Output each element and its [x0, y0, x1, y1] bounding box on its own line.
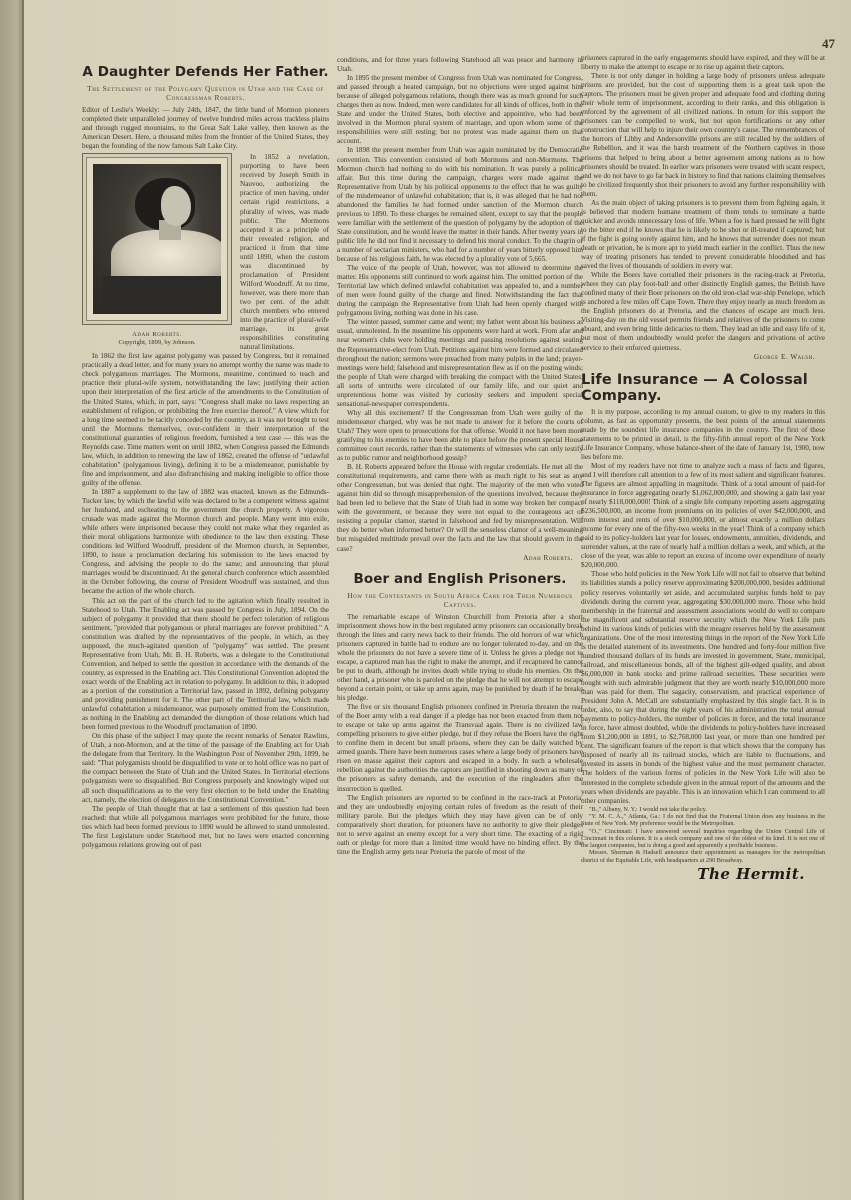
paragraph: On this phase of the subject I may quote the recent remarks of Senator Rawlins, of Utah, a non-Mormon, and at the time of the passage of the Enabling act for Utah the delegate from that Territory. In the Washington Post of November 29th, 1899, he said: "That polygamists should be disqualified to vote or to hold office was no part of the compact between the State of Utah and the United States. In Territorial elections polygamists were so disqualified. But Congress purposely and knowingly wiped out all such disqualifications as to the very first election to be held under the Enabling act, namely, the election of delegates to the Constitutional Convention.": [82, 732, 329, 804]
paragraph: Editor of Leslie's Weekly: — July 24th, 1847, the little band of Mormon pioneers completed their unparalleled journey of twelve hundred miles across trackless plains and through rugged mountains, to the Great Salt Lake valley, then known as the American Desert. Here, a thousand miles from the frontier of the United States, they began the founding of the now famous Salt Lake City.: [82, 106, 329, 151]
paragraph: This act on the part of the church led to the agitation which finally resulted in Statehood to Utah. The Enabling act was passed by Congress in July, 1894. On the subject of polygamy it provided that there should be perfect toleration of religious sentiment, "provided that polygamous or plural marriages are forever prohibited." A constitution was drafted by the representatives of the people, in which, as they supposed, the much-agitated question of "polygamy" was settled. The present Representative from Utah, Mr. B. H. Roberts, was a delegate to the Constitutional Convention, and helped to settle the question in accordance with the demands of the country, as expressed in the Enabling act. This Constitutional Convention adopted the exact words of the Enabling act in relation to polygamy. In addition to this, it adopted as a portion of the constitution a Territorial law, passed in 1892, defining polygamy and providing punishment for it. The other part of the Territorial law, which made unlawful cohabitation a misdemeanor, was purposely omitted from the Constitution, as nothing in the Enabling act demanded the disruption of those relations which had been formed previous to the Woodruff proclamation of 1890.: [82, 596, 329, 732]
article-title-boer-prisoners: Boer and English Prisoners.: [353, 570, 567, 587]
paragraph: There is not only danger in holding a large body of prisoners unless adequate prisons are provided, but the cost of supporting them is a great task upon the captors. The prisoners must be given proper and adequate food and clothing during their whole term of imprisonment, according to their ranks, and this obligation is enforced by the agreement of all civilized nations. In return for this support the prisoners can be compelled to work, but not upon fortifications or any other construction that will help to injure their own country's cause. The remembrances of the horrors of Libby and Andersonville prisons are still recalled by the soldiers of the Rebellion, and it was the harsh treatment of the Northern captives in those prisons that helped to bring about a better agreement among nations as to how prisoners should be treated. In earlier wars prisoners were treated with scant respect, and we do not have to go far back in history to find that nations claiming themselves to be civilized frequently shot their prisoners to avoid any further responsibility with them.: [581, 72, 825, 198]
correspondence-notes: [581, 806, 825, 864]
paragraph: In 1895 the present member of Congress from Utah was nominated for Congress, and passed through a heated campaign, but no objections were urged against him because of alleged polygamous relations, though there was as much ground for such charges then as now. Indeed, men were candidates for all kinds of offices, both in the State and under the United States, both elective and appointive, who had been involved in the Mormon plural system of marriage, and upon whom some of the responsibilities were still resting; but no protest was made against them on that account.: [337, 74, 583, 146]
paragraph: prisoners captured in the early engagements should have expired, and they will be at liberty to make the attempt to escape or to rise up against their captors.: [581, 54, 825, 72]
paragraph: The five or six thousand English prisoners confined in Pretoria threaten the rear of the Boer army with a real danger if a pledge has not been exacted from them not to escape or take up arms against the Transvaal again. There is no civilized law compelling prisoners to give either pledge, but if they refuse the Boers have the right to confine them in decent but small prisons, where they can be daily watched by armed guards. There have been numerous cases where a large body of prisoners have risen en masse against their captors and escaped in a body. In such a wholesale rebellion against the authorities the captors are justified in shooting down as many of the prisoners as safety demands, and the execution of the ringleaders after the insurrection is quelled.: [337, 703, 583, 793]
paragraph: The voice of the people of Utah, however, was not allowed to determine the matter. His opponents still continued to work against him. The omitted portion of the Territorial law which defined unlawful cohabitation was appealed to, and a number of men were found guilty of the charge and fined. Notwithstanding the fact that during the campaign the Representative from Utah had been openly charged with polygamous living, nothing was done in his case.: [337, 264, 583, 318]
adjacent-page-edge: [0, 0, 24, 1200]
note: Messrs. Sherman & Hadsell announce their appointment as managers for the metropolitan district of the Equitable Life, with headquarters at 290 Broadway.: [581, 849, 825, 864]
signature-george-walsh: George E. Walsh.: [753, 352, 815, 361]
article-title-life-insurance: Life Insurance — A Colossal Company.: [581, 371, 808, 404]
caption-credit: Copyright, 1899, by Johnson.: [118, 339, 196, 347]
paragraph: In 1862 the first law against polygamy was passed by Congress, but it remained practically a dead letter, and for many years no attempt worthy the name was made to check polygamous marriages. The Mormons, meantime, continued to teach and practice their plural-wife system, notwithstanding the law; justifying their action upon their interpretation of the first article of the amendments to the Constitution of the United States, which, in part, says: "Congress shall make no laws respecting an establishment of religion, or prohibiting the free exercise thereof." A view which for a long time seemed to be tacitly conceded by the country, as it was not brought to test until the Mormons themselves, over-confident in their interpretation of the constitutional guaranties of religious freedom, furnished a test case — this was the Reynolds case. Time matters went on until 1882, when Congress passed the Edmunds law, which, in addition to renewing the law of 1862, created the offense of "unlawful cohabitation" (polygamous living), defining it to be a misdemeanor, punishable by fine and imprisonment, and also disfranchising and making ineligible to office those guilty of the offense.: [82, 352, 329, 487]
article-title-daughter-defends: A Daughter Defends Her Father.: [82, 64, 329, 80]
signature-the-hermit: The Hermit.: [697, 865, 805, 884]
note: "Y. M. C. A.," Atlanta, Ga.: I do not find that the Fraternal Union does any business in the State of New York. My preference would be the Metropolitan.: [581, 812, 825, 828]
paragraph: B. H. Roberts appeared before the House with regular credentials. He met all the constitutional requirements, and came there with as much right to his seat as any other Congressman, but was denied that right. The majority of the men who voted against him did so through misapprehension of the questions involved, because they had been led to believe that the State of Utah had in some way broken her compact with the government, or because they were not equal to the courageous act of resisting a popular clamor, started in falsehood and fed by misrepresentation. Will they do better when informed better? Or will the senseless clamor of a well-meaning but misguided multitude prevail over the facts and the law that should govern in the case?: [337, 463, 583, 553]
portrait-photo-adah-roberts: [93, 164, 221, 314]
paragraph: Why all this excitement? If the Congressman from Utah were guilty of the misdemeanor charged, why was he not made to answer for it before the courts of Utah? They were open to prosecutions for that offense. Would it not have been more gratifying to his enemies to have been able to place before the present special House committee court records, rather than the statements of witnesses who can only testify as to public rumor and neighborhood gossip?: [337, 408, 583, 463]
paragraph: Most of my readers have not time to analyze such a mass of facts and figures, and I will therefore call attention to a few of its most salient and significant features. The figures are almost appalling in magnitude. Think of a total amount of paid-for insurance in force aggregating nearly $1,062,000,000, and showing a gain last year of nearly $118,000,000! Think of a single life company reporting assets aggregating $236,500,000, an income from premiums on its policies of over $42,000,000, and from interest and rents of over $10,000,000, or almost exactly a million dollars income for every one of the fifty-two weeks in the year! Think of a company which paid to its policy-holders last year for losses, endowments, annuities, dividends, and surrender values, at the rate of nearly half a million dollars a week, and which, at the close of the year, was able to report an excess of income over expenditure of nearly $20,000,000.: [581, 461, 825, 570]
magazine-page: [24, 0, 851, 1200]
paragraph: In 1852 a revelation, purporting to have been received by Joseph Smith in Nauvoo, authorizing the practice of men having, under certain rigid restrictions, a plurality of wives, was made public. The Mormons accepted it as a principle of their revealed religion, and practiced it from that time until 1890, when the custom was discontinued by proclamation of President Wilford Woodruff. At no time, however, was there more than two per cent. of the adult church members who entered into the practice of plural-wife marriage, its great responsibilities constituting natural limitations.: [240, 153, 329, 352]
paragraph: The remarkable escape of Winston Churchill from Pretoria after a short imprisonment shows how in the best regulated army prisoners can occasionally break through the lines and carry news back to their friends. The old horrors of war which prisoners captured in battle had to endure are no longer tolerated to-day, and on the whole the prisoners do not have a severe time of it. Unless he gives a pledge not to escape, a captured man has the right to make the attempt, and if recaptured he cannot be put to death, although he invites death while trying to elude his enemies. On the other hand, a prisoner who is paroled on the pledge that he will not attempt to escape beyond a certain point, or take up arms again, may be punished by death if he breaks his pledge.: [337, 612, 583, 703]
column-1: [82, 58, 329, 850]
paragraph: As the main object of taking prisoners is to prevent them from fighting again, it is believed that modern humane treatment of them tends to terminate a battle quicker and avoids unnecessary loss of life. When a foe is hard pressed he will fight to the bitter end if he knows that he is likely to be shot or ill-treated if captured; but if the fight is going sorely against him, and he knows that surrender does not mean death or privation, he is more apt to yield much earlier in the conflict. Thus the new way of treating prisoners has tended to prevent considerable bloodshed and has saved the lives of thousands of soldiers in every war.: [581, 198, 825, 271]
caption-name: Adah Roberts.: [132, 331, 182, 339]
paragraph: While the Boers have corralled their prisoners in the racing-track at Pretoria, where they can play foot-ball and other distinctly English games, the British have confined many of their Boer prisoners on the old iron-clad war-ship Penelope, which is anchored a few miles off Cape Town. There they enjoy nearly as much freedom as the English prisoners do at Pretoria, and the chances of escape are much less. Visiting-day on the old vessel permits friends and relatives of the prisoners to come aboard, and even bring little delicacies to them. They lead an idle and easy life of it, but most of them undoubtedly would prefer the dangers and privations of active service to their enforced quietness.: [581, 271, 825, 352]
column-3: [581, 54, 825, 884]
paragraph: conditions, and for three years following Statehood all was peace and harmony in Utah.: [337, 56, 583, 74]
signature-adah-roberts: Adah Roberts.: [523, 553, 573, 562]
note: "B.," Albany, N. Y.: I would not take the policy.: [589, 805, 707, 813]
paragraph: The winter passed, summer came and went; my father went about his business as usual, unmolested. In the meantime his opponents were hard at work. From afar and near women's clubs were holding meetings and passing resolutions against seating the Representative-elect from Utah. Petitions against him were formed and circulated throughout the nation; sermons were preached from many pulpits in the land; prayer-meetings were held; falsehood and misrepresentation flew as if on the posting winds; the people of Utah were charged with breaking the compact with the United States; all sorts of untruths were circulated of our family life, and our quiet and unpretentious home was visited by curiosity seekers and impudent special sensational-newspaper correspondents.: [337, 318, 583, 408]
portrait-figure: [82, 153, 232, 347]
paragraph: The people of Utah thought that at last a settlement of this question had been reached: that while all polygamous marriages were prohibited for the future, those ties which had been formed previous to 1890 would be allowed to stand unmolested. The first Legislature under Statehood met, but no laws were enacted concerning polygamous relations growing out of past: [82, 804, 329, 849]
paragraph: In 1898 the present member from Utah was again nominated by the Democratic convention. This convention consisted of both Mormons and non-Mormons. The Mormon church had nothing to do with his nomination. It was purely a political affair. But this time during the campaign, charges were made against the Representative from Utah by his political opponents to the effect that he was guilty of the misdemeanor of unlawful cohabitation; that is, it was alleged that he had not abandoned the families he had formed under sanction of the Mormon church previous to 1890. To these charges he remained silent, except to say that the people were familiar with the settlement of the question of polygamy by the adoption of the State constitution, and he would leave the matter in their hands. After twenty years in public life he did not find it necessary to defend his moral conduct. To the chagrin of a number of sectarian ministers, who had for a number of years bitterly opposed him because of his religious faith, he was elected by a plurality vote of 5,665.: [337, 146, 583, 264]
page-number: 47: [822, 36, 835, 51]
portrait-frame: [82, 153, 232, 325]
note: "O.," Cincinnati: I have answered several inquiries regarding the Union Central Life of Cincinnati in this column. It is a stock company and one of the oldest of its kind. It is not one of the largest companies, but is doing a good and apparently a profitable business.: [581, 827, 825, 850]
article-subtitle-daughter-defends: The Settlement of the Polygamy Question in Utah and the Case of Congressman Roberts.: [87, 84, 324, 102]
paragraph: It is my purpose, according to my annual custom, to give to my readers in this column, as fast as opportunity presents, the best points of the annual statements made by the soundest life insurance companies in the country. The first of these statements to be printed in detail, is the fifty-fifth annual report of the New York Life Insurance Company, whose balance-sheet of the date of January 1st, 1900, now lies before me.: [581, 407, 825, 461]
article-subtitle-boer-prisoners: How the Contestants in South Africa Care for Their Numerous Captives.: [347, 590, 573, 609]
paragraph: The English prisoners are reported to be confined in the race-track at Pretoria, and they are undoubtedly enjoying certain rules of freedom as the result of their military parole. But the pledges which they may have given can be of only comparatively short duration, for prisoners have no authority to give their pledges not to serve against an enemy except for a very short time. The exacting of a rigid oath or pledge for more than a limited time would have no binding effect. By the time the English army gets near Pretoria the parole of most of the: [337, 793, 583, 856]
paragraph: Those who hold policies in the New York Life will not fail to observe that behind its liabilities stands a policy reserve approximating $200,000,000, besides additional policy reserves voluntarily set aside, and accumulated surplus funds held to pay dividends during the current year, aggregating $30,000,000 more. Those who hold membership in the fraternal and assessment associations would do well to compare the magnificent and substantial reserve security which the New York Life puts behind its various kinds of policies with the meagre reserves held by the assessment organizations. One of the most interesting things in the report of the New York Life is the detailed statement of its investments. One hundred and forty-four million five hundred thousand dollars of its funds are invested in government, State, municipal, railroad, and miscellaneous bonds, all of the highest gilt-edged quality, and about $6,000,000 in bank stocks and prime railroad securities. These securities were bought with such admirable judgment that they are worth nearly $10,000,000 more than was paid for them. The sagacity, conservatism, and practical experience of President John A. McCall are substantially emphasized by this single fact. It is in order, also, to say that during the eight years of his administration the total annual payments to policy-holders, the number of policies in force, and the total insurance in force, have almost doubled, while the dividends to policy-holders have increased from $1,200,000 in 1891, to $2,768,000 last year, or more than one hundred per cent. The significant feature of the report is that which shows that the company has disposed of nearly all its railroad stocks, which are liable to fluctuations, and invested its assets in bonds of the highest value and the most permanent character. The holders of the various forms of policies in the New York Life will also be interested in the complete schedule given in the annual report of the amounts and the years when dividends are payable. This is an innovation which I can commend to all other companies.: [581, 570, 825, 805]
column-2: [337, 56, 583, 857]
paragraph: In 1887 a supplement to the law of 1882 was enacted, known as the Edmunds-Tucker law, by which the lawful wife was declared to be a competent witness against her husband, and escheating to the government the church property. A vigorous crusade was made against the Mormon church and people. Many went into exile, while others were imprisoned because they could not make what they regarded as their moral obligations harmonize with obedience to the law then existing. These conditions led Wilford Woodruff, president of the Mormon church, in September, 1890, to issue a proclamation declaring his submission to the laws enacted by Congress, and advising the people to do the same; and announcing that plural marriages would be discontinued. At the general church conference which assembled in the October following, the course of President Woodruff was sustained, and thus became the action of the whole church.: [82, 487, 329, 596]
portrait-caption: [82, 331, 232, 347]
